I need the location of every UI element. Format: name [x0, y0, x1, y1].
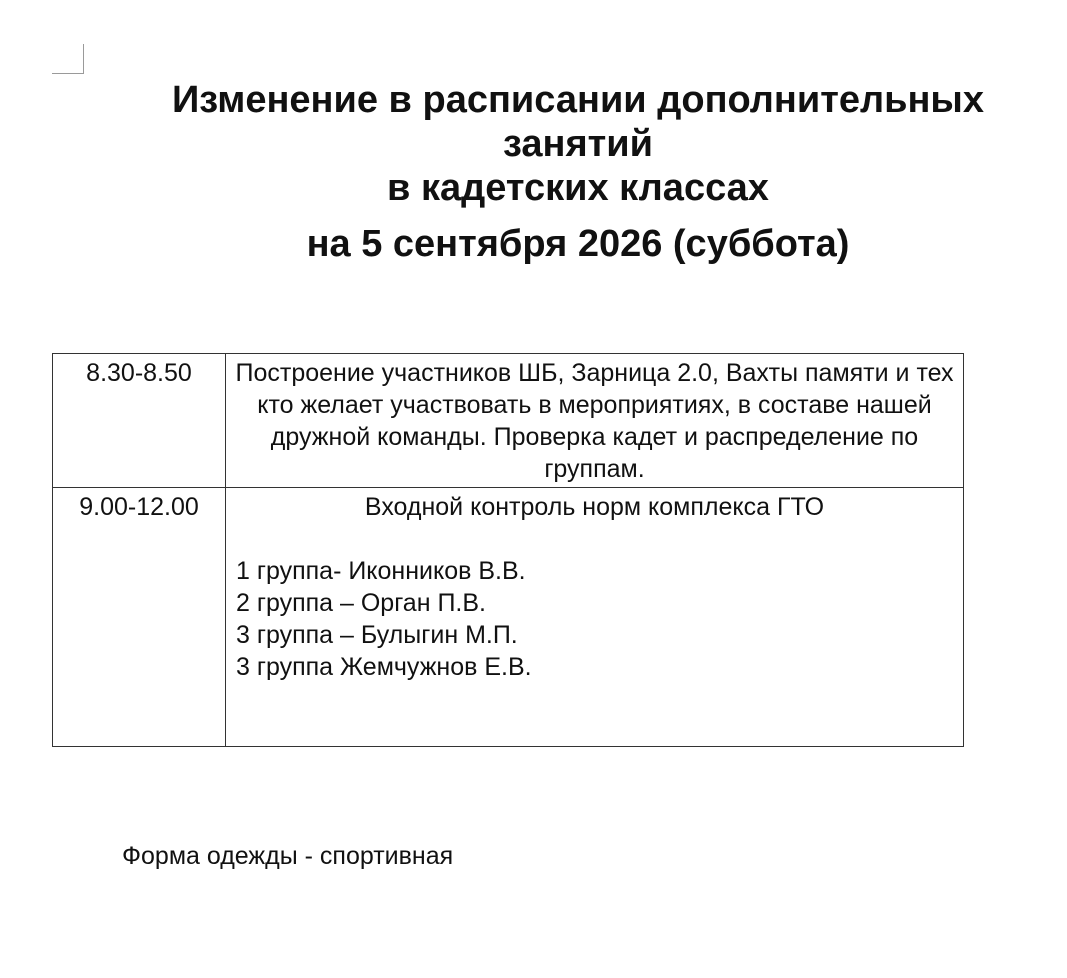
table-row	[53, 354, 964, 488]
list-item: 2 группа – Орган П.В.	[236, 589, 486, 617]
description-cell	[226, 488, 964, 747]
document-title	[88, 78, 1067, 266]
table-row	[53, 488, 964, 747]
page-corner-mark	[52, 44, 84, 74]
time-cell: 9.00-12.00	[53, 488, 226, 747]
title-line-1: Изменение в расписании дополнительных	[171, 79, 985, 121]
title-line-2: занятий	[503, 123, 653, 165]
title-line-3: в кадетских классах	[387, 167, 769, 209]
gto-title: Входной контроль норм комплекса ГТО	[364, 493, 825, 521]
time-cell: 8.30-8.50	[53, 354, 226, 488]
schedule-table	[52, 353, 964, 747]
description-cell: Построение участников ШБ, Зарница 2.0, Вахты памяти и тех кто желает участвовать в мероприятиях, в составе нашей дружной команды. Проверка кадет и распределение по группам.	[226, 354, 964, 488]
list-item: 3 группа – Булыгин М.П.	[236, 621, 518, 649]
list-item: 1 группа- Иконников В.В.	[236, 557, 526, 585]
group-list	[232, 555, 957, 683]
dress-code-note: Форма одежды - спортивная	[122, 842, 454, 870]
title-date-line: на 5 сентября 2026 (суббота)	[306, 223, 850, 265]
list-item: 3 группа Жемчужнов Е.В.	[236, 653, 532, 681]
